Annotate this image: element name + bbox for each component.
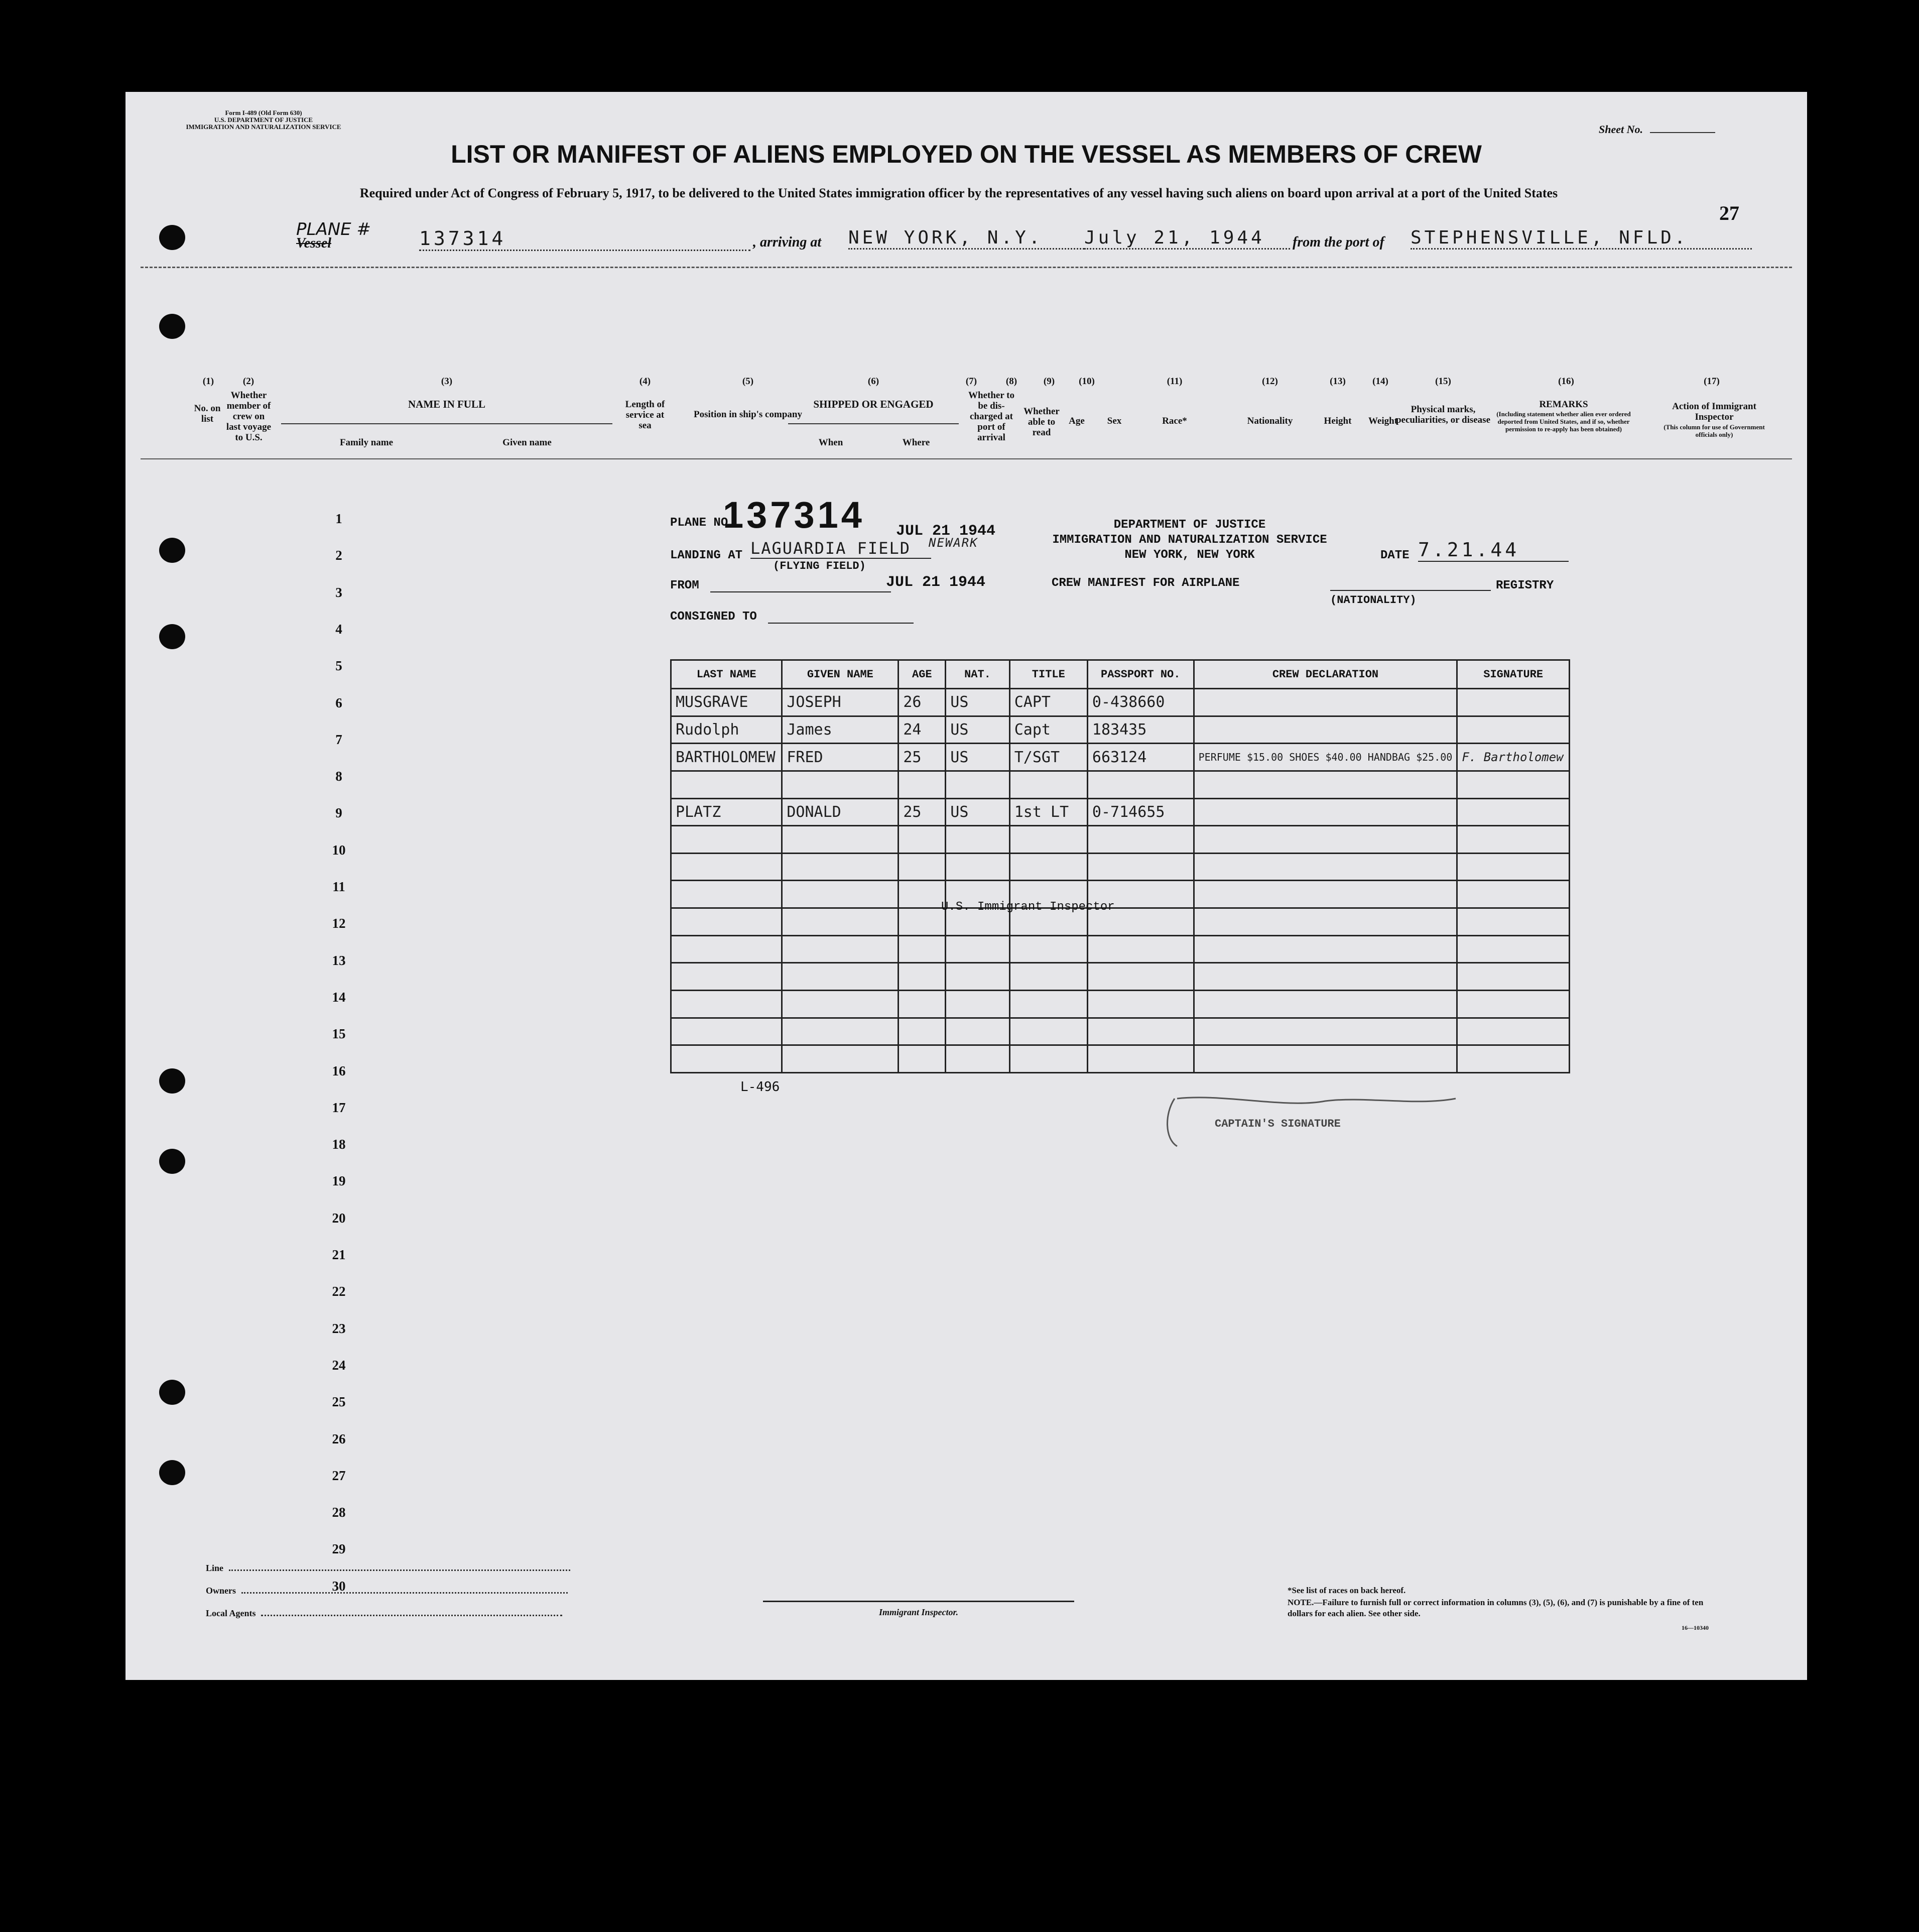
cell-title: Capt	[1009, 716, 1087, 744]
cell-passport-no: 0-438660	[1087, 689, 1194, 716]
col-num: (14)	[1372, 376, 1388, 387]
col-num: (5)	[742, 376, 754, 387]
cell-crew-declaration	[1194, 908, 1457, 936]
department: DEPARTMENT OF JUSTICE	[1113, 518, 1266, 532]
form-id: Form I-489 (Old Form 630) U.S. DEPARTMENT OF JUSTICE IMMIGRATION AND NATURALIZATION SERVICE	[186, 109, 341, 131]
cell-signature	[1457, 826, 1570, 854]
line-label: Line	[206, 1563, 224, 1573]
col-header-height: Height	[1324, 416, 1352, 426]
arriving-label: , arriving at	[753, 234, 822, 250]
cell-age	[899, 935, 946, 963]
col-header-where: Where	[902, 437, 930, 448]
row-number: 22	[332, 1284, 346, 1299]
cell-age	[899, 853, 946, 881]
inspector-caption: Immigrant Inspector.	[878, 1607, 959, 1617]
col-header-shipped: SHIPPED OR ENGAGED	[813, 398, 934, 410]
sheet-no-label	[1599, 123, 1715, 136]
row-number: 26	[332, 1431, 346, 1446]
table-row	[671, 1045, 1570, 1073]
header-nat: NAT.	[946, 660, 1009, 689]
table-row	[671, 798, 1570, 826]
vessel-label: Vessel	[296, 235, 331, 251]
cell-passport-no: 183435	[1087, 716, 1194, 744]
cell-signature	[1457, 991, 1570, 1018]
header-last-name: LAST NAME	[671, 660, 782, 689]
cell-crew-declaration	[1194, 826, 1457, 854]
cell-passport-no	[1087, 963, 1194, 991]
cell-title: 1st LT	[1009, 798, 1087, 826]
cell-age	[899, 881, 946, 908]
captain-signature	[1155, 1083, 1466, 1154]
table-row	[671, 689, 1570, 716]
cell-crew-declaration	[1194, 798, 1457, 826]
row-number: 19	[332, 1173, 346, 1189]
row-number: 11	[332, 879, 345, 894]
cell-last-name	[671, 991, 782, 1018]
cell-nationality	[946, 771, 1009, 798]
col-num: (3)	[441, 376, 453, 387]
cell-age	[899, 991, 946, 1018]
header-divider	[141, 267, 1792, 268]
cell-last-name	[671, 963, 782, 991]
cell-crew-declaration	[1194, 853, 1457, 881]
col-num: (16)	[1558, 376, 1574, 387]
cell-age: 24	[899, 716, 946, 744]
departure-date-stamp: JUL 21 1944	[886, 574, 986, 591]
cell-given-name: James	[782, 716, 899, 744]
col-num: (7)	[965, 376, 977, 387]
col-num: (12)	[1262, 376, 1278, 387]
row-number: 30	[332, 1578, 346, 1594]
cell-nationality	[946, 853, 1009, 881]
race-note: *See list of races on back hereof.	[1288, 1586, 1406, 1595]
col-num: (13)	[1330, 376, 1346, 387]
cell-age	[899, 1045, 946, 1073]
punch-hole	[159, 624, 185, 649]
cell-given-name	[782, 991, 899, 1018]
cell-nationality	[946, 935, 1009, 963]
cell-passport-no: 0-714655	[1087, 798, 1194, 826]
col-header-previous-voyage: Whether member of crew on last voyage to U.S.	[226, 390, 272, 443]
cell-nationality: US	[946, 689, 1009, 716]
col-header-remarks-note: (Including statement whether alien ever ordered deported from United States, and if so, whether permission to re-apply has been obtained)	[1496, 410, 1631, 433]
punch-hole	[159, 314, 185, 339]
row-number: 16	[332, 1063, 346, 1078]
col-num: (4)	[639, 376, 651, 387]
cell-last-name	[671, 826, 782, 854]
col-header-when: When	[818, 437, 843, 448]
row-number: 29	[332, 1541, 346, 1557]
owners-label: Owners	[206, 1586, 236, 1596]
header-rule	[141, 458, 1792, 459]
line-field	[206, 1563, 570, 1574]
local-agents-field	[206, 1608, 562, 1619]
cell-given-name	[782, 1018, 899, 1045]
punch-hole	[159, 1068, 185, 1094]
landing-note: NEWARK	[929, 536, 978, 550]
col-header-length-of-service: Length of service at sea	[625, 399, 665, 431]
document-title: LIST OR MANIFEST OF ALIENS EMPLOYED ON THE VESSEL AS MEMBERS OF CREW	[451, 140, 1482, 168]
punch-hole	[159, 1149, 185, 1174]
from-port-value: STEPHENSVILLE, NFLD.	[1411, 227, 1752, 250]
cell-title	[1009, 1045, 1087, 1073]
cell-given-name	[782, 1045, 899, 1073]
cell-age: 25	[899, 798, 946, 826]
row-number: 4	[335, 621, 342, 637]
cell-nationality	[946, 991, 1009, 1018]
cell-signature	[1457, 853, 1570, 881]
cell-crew-declaration	[1194, 689, 1457, 716]
plane-no-label: PLANE NO.	[670, 516, 735, 530]
row-number: 21	[332, 1247, 346, 1262]
owners-field	[206, 1586, 568, 1596]
row-number: 20	[332, 1210, 346, 1226]
captain-signature-caption: CAPTAIN'S SIGNATURE	[1215, 1118, 1341, 1130]
cell-last-name	[671, 908, 782, 936]
print-code: 16—10340	[1682, 1624, 1709, 1631]
cell-given-name	[782, 853, 899, 881]
plane-label-handwritten: PLANE #	[296, 219, 371, 239]
cell-given-name	[782, 935, 899, 963]
crew-manifest-label: CREW MANIFEST FOR AIRPLANE	[1052, 576, 1240, 590]
inspector-signature-line	[763, 1601, 1074, 1602]
voyage-line	[125, 219, 1807, 259]
cell-signature	[1457, 689, 1570, 716]
col-header-nationality: Nationality	[1247, 416, 1293, 426]
local-agents-label: Local Agents	[206, 1608, 256, 1618]
col-header-able-to-read: Whether able to read	[1024, 406, 1060, 438]
header-crew-declaration: CREW DECLARATION	[1194, 660, 1457, 689]
cell-title	[1009, 935, 1087, 963]
header-signature: SIGNATURE	[1457, 660, 1570, 689]
flying-field-caption: (FLYING FIELD)	[773, 560, 866, 572]
shipped-underline	[788, 423, 959, 424]
table-row	[671, 826, 1570, 854]
col-header-weight: Weight	[1368, 416, 1398, 426]
cell-crew-declaration	[1194, 963, 1457, 991]
penalty-note: NOTE.—Failure to furnish full or correct information in columns (3), (5), (6), and (7) is punishable by a fine of ten dollars for each alien. See other side.	[1288, 1598, 1704, 1618]
table-row	[671, 771, 1570, 798]
cell-last-name	[671, 1045, 782, 1073]
row-number: 24	[332, 1357, 346, 1373]
row-number: 17	[332, 1100, 346, 1115]
nationality-blank	[1330, 590, 1491, 591]
crew-table-header	[671, 660, 1570, 689]
col-num: (17)	[1704, 376, 1720, 387]
landing-label: LANDING AT	[670, 549, 743, 562]
cell-crew-declaration	[1194, 881, 1457, 908]
manifest-sheet	[125, 92, 1807, 1680]
form-code: L-496	[740, 1079, 780, 1095]
consigned-blank	[768, 623, 914, 624]
header-passport: PASSPORT NO.	[1087, 660, 1194, 689]
col-header-physical-marks: Physical marks, peculiarities, or disease	[1395, 404, 1491, 425]
col-header-action: Action of Immigrant Inspector	[1672, 401, 1756, 422]
cell-last-name: Rudolph	[671, 716, 782, 744]
cell-last-name	[671, 881, 782, 908]
cell-nationality	[946, 1018, 1009, 1045]
cell-age	[899, 963, 946, 991]
row-number: 27	[332, 1468, 346, 1483]
row-number: 2	[335, 548, 342, 563]
name-underline	[281, 423, 612, 424]
col-header-name: NAME IN FULL	[408, 398, 485, 410]
nationality-caption: (NATIONALITY)	[1330, 594, 1417, 607]
cell-last-name	[671, 935, 782, 963]
cell-nationality: US	[946, 744, 1009, 771]
table-row	[671, 908, 1570, 936]
cell-signature: F. Bartholomew	[1457, 744, 1570, 771]
inspection-agency	[1014, 518, 1365, 563]
row-number: 10	[332, 842, 346, 858]
col-header-race: Race*	[1162, 416, 1187, 426]
row-number: 7	[335, 732, 342, 747]
cell-last-name	[671, 771, 782, 798]
cell-crew-declaration: PERFUME $15.00 SHOES $40.00 HANDBAG $25.00	[1194, 744, 1457, 771]
col-header-discharged: Whether to be dis-charged at port of arrival	[968, 390, 1014, 443]
row-number: 13	[332, 952, 346, 968]
cell-nationality: US	[946, 716, 1009, 744]
from-label: FROM	[670, 579, 699, 592]
col-header-no: No. on list	[194, 403, 221, 424]
cell-title	[1009, 771, 1087, 798]
cell-signature	[1457, 771, 1570, 798]
from-blank	[710, 591, 891, 592]
cell-signature	[1457, 908, 1570, 936]
cell-passport-no	[1087, 991, 1194, 1018]
header-title: TITLE	[1009, 660, 1087, 689]
consigned-label: CONSIGNED TO	[670, 610, 757, 624]
col-header-action-note: (This column for use of Government officials only)	[1664, 423, 1765, 438]
cell-age	[899, 826, 946, 854]
cell-given-name	[782, 826, 899, 854]
col-num: (15)	[1435, 376, 1451, 387]
crew-table	[670, 659, 1570, 1073]
cell-age: 25	[899, 744, 946, 771]
col-header-age: Age	[1069, 416, 1085, 426]
cell-age	[899, 1018, 946, 1045]
cell-last-name	[671, 1018, 782, 1045]
col-num: (9)	[1043, 376, 1055, 387]
sheet-no-text: Sheet No.	[1599, 123, 1643, 136]
cell-title	[1009, 963, 1087, 991]
registry-label: REGISTRY	[1496, 579, 1554, 592]
col-header-given-name: Given name	[502, 437, 552, 448]
cell-nationality	[946, 1045, 1009, 1073]
cell-crew-declaration	[1194, 991, 1457, 1018]
table-row	[671, 881, 1570, 908]
document-subtitle: Required under Act of Congress of February 5, 1917, to be delivered to the United States immigration officer by the representatives of any vessel having such aliens on board upon arrival at a port of the United States	[359, 186, 1558, 200]
cell-last-name: PLATZ	[671, 798, 782, 826]
cell-given-name: FRED	[782, 744, 899, 771]
cell-age: 26	[899, 689, 946, 716]
cell-age	[899, 771, 946, 798]
cell-last-name: MUSGRAVE	[671, 689, 782, 716]
cell-passport-no	[1087, 1045, 1194, 1073]
cell-passport-no	[1087, 853, 1194, 881]
cell-given-name	[782, 963, 899, 991]
table-row	[671, 744, 1570, 771]
manifest-date: 7.21.44	[1418, 539, 1569, 562]
cell-crew-declaration	[1194, 771, 1457, 798]
cell-title: CAPT	[1009, 689, 1087, 716]
table-row	[671, 716, 1570, 744]
cell-crew-declaration	[1194, 716, 1457, 744]
cell-last-name	[671, 853, 782, 881]
row-number: 18	[332, 1137, 346, 1152]
cell-crew-declaration	[1194, 1045, 1457, 1073]
cell-nationality: US	[946, 798, 1009, 826]
cell-title	[1009, 853, 1087, 881]
table-row	[671, 935, 1570, 963]
received-date-stamp: JUL 21 1944	[896, 523, 996, 540]
punch-hole	[159, 1460, 185, 1485]
col-header-position: Position in ship's company	[694, 409, 802, 420]
row-number: 3	[335, 584, 342, 600]
cell-signature	[1457, 798, 1570, 826]
cell-passport-no	[1087, 771, 1194, 798]
cell-passport-no	[1087, 826, 1194, 854]
cell-crew-declaration	[1194, 1018, 1457, 1045]
col-header-family-name: Family name	[339, 437, 394, 448]
cell-last-name: BARTHOLOMEW	[671, 744, 782, 771]
cell-given-name	[782, 771, 899, 798]
cell-given-name: DONALD	[782, 798, 899, 826]
vessel-value: 137314	[419, 227, 750, 251]
cell-given-name: JOSEPH	[782, 689, 899, 716]
arrival-date: July 21, 1944	[1084, 227, 1290, 250]
date-label: DATE	[1380, 549, 1410, 562]
cell-signature	[1457, 935, 1570, 963]
cell-passport-no	[1087, 1018, 1194, 1045]
cell-signature	[1457, 716, 1570, 744]
landing-value: LAGUARDIA FIELD	[750, 539, 931, 559]
table-row	[671, 853, 1570, 881]
cell-passport-no	[1087, 935, 1194, 963]
cell-title	[1009, 1018, 1087, 1045]
table-row	[671, 991, 1570, 1018]
table-row	[671, 1018, 1570, 1045]
cell-signature	[1457, 963, 1570, 991]
cell-age	[899, 908, 946, 936]
cell-signature	[1457, 1045, 1570, 1073]
row-number: 14	[332, 989, 346, 1005]
col-num: (8)	[1005, 376, 1017, 387]
from-port-label: from the port of	[1293, 234, 1384, 250]
header-age: AGE	[899, 660, 946, 689]
row-number: 6	[335, 695, 342, 710]
row-number: 23	[332, 1320, 346, 1336]
plane-number-stamp: 137314	[723, 494, 865, 536]
cell-passport-no: 663124	[1087, 744, 1194, 771]
row-number: 25	[332, 1394, 346, 1410]
cell-signature	[1457, 881, 1570, 908]
cell-given-name	[782, 908, 899, 936]
col-num: (2)	[242, 376, 254, 387]
row-number: 15	[332, 1026, 346, 1042]
cell-crew-declaration	[1194, 935, 1457, 963]
page-number: 27	[1719, 202, 1739, 224]
row-number: 5	[335, 658, 342, 674]
col-num: (11)	[1167, 376, 1183, 387]
cell-title	[1009, 991, 1087, 1018]
punch-hole	[159, 538, 185, 563]
col-num: (6)	[867, 376, 879, 387]
cell-title: T/SGT	[1009, 744, 1087, 771]
arriving-value: NEW YORK, N.Y.	[848, 227, 1084, 250]
row-number: 9	[335, 805, 342, 821]
service: IMMIGRATION AND NATURALIZATION SERVICE	[1052, 533, 1327, 547]
city: NEW YORK, NEW YORK	[1124, 548, 1255, 562]
row-number: 28	[332, 1505, 346, 1520]
row-number: 8	[335, 769, 342, 784]
cell-given-name	[782, 881, 899, 908]
punch-hole	[159, 1380, 185, 1405]
cell-title	[1009, 826, 1087, 854]
table-row	[671, 963, 1570, 991]
col-num: (1)	[202, 376, 214, 387]
cell-nationality	[946, 963, 1009, 991]
row-number: 1	[335, 511, 342, 526]
header-given-name: GIVEN NAME	[782, 660, 899, 689]
cell-nationality	[946, 826, 1009, 854]
col-num: (10)	[1079, 376, 1095, 387]
col-header-sex: Sex	[1107, 416, 1122, 426]
row-number: 12	[332, 916, 346, 931]
cell-signature	[1457, 1018, 1570, 1045]
inspector-stamp-text: U.S. Immigrant Inspector	[941, 900, 1115, 914]
col-header-remarks: REMARKS	[1539, 399, 1588, 410]
